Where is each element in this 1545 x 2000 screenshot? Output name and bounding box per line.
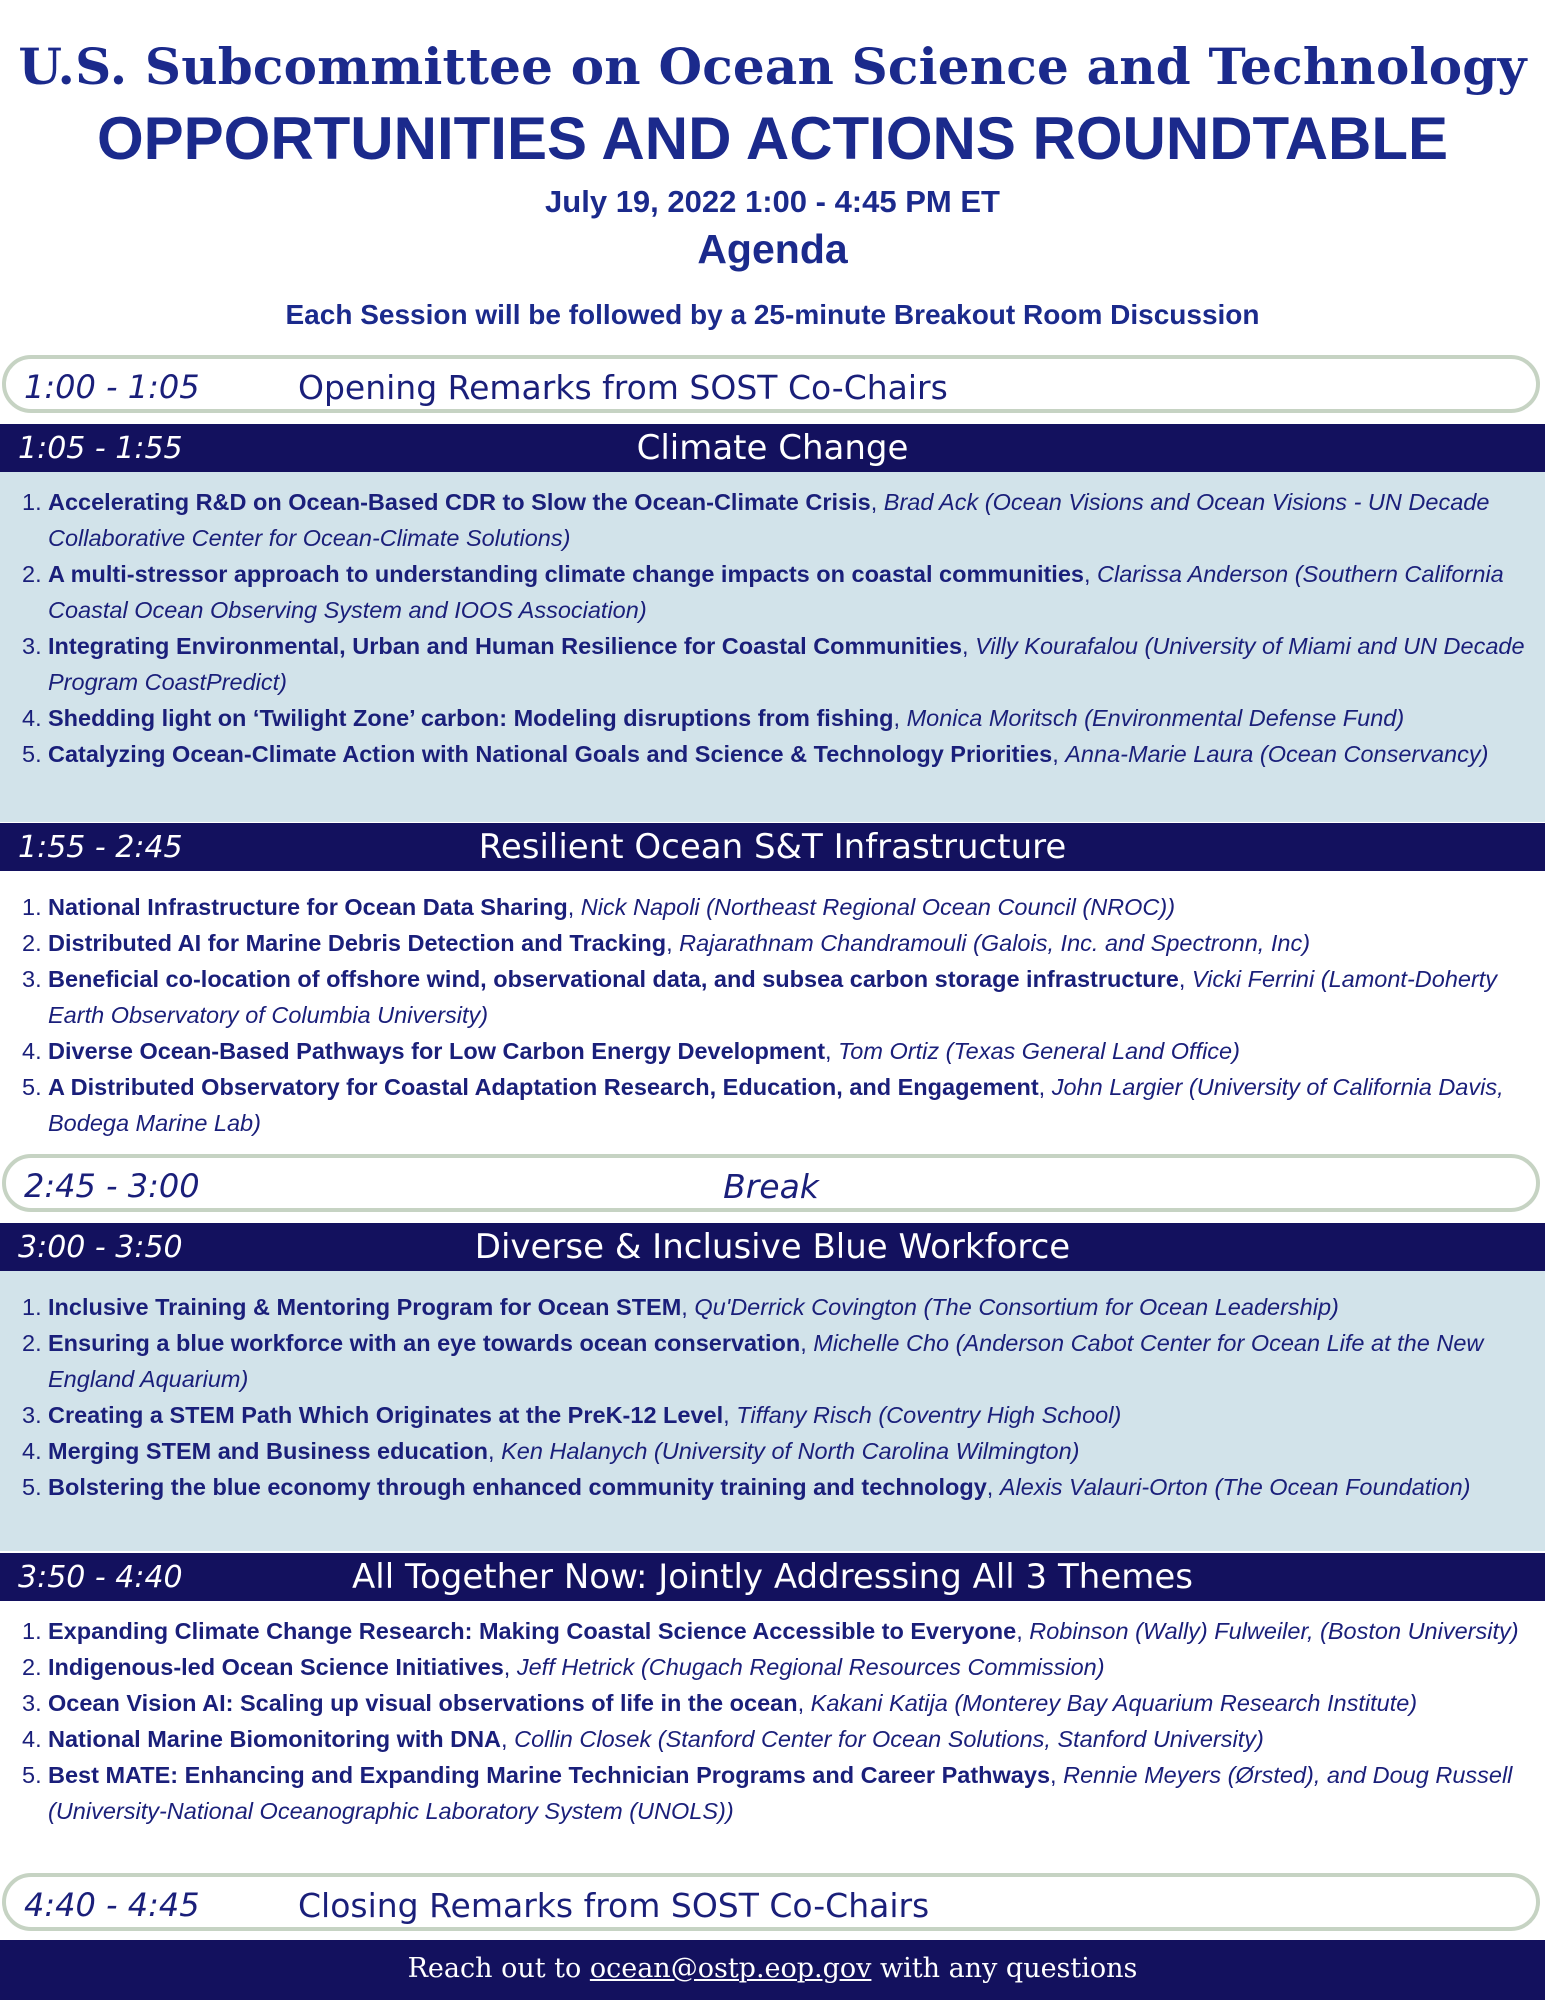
session-item-list [0, 889, 1545, 1141]
session-header-workforce [0, 1223, 1545, 1271]
agenda-heading: Agenda [697, 226, 848, 272]
item-title: Inclusive Training & Mentoring Program for Ocean STEM [48, 1294, 682, 1320]
opening-remarks-row [2, 355, 1540, 413]
agenda-item: 1. National Infrastructure for Ocean Data Sharing, Nick Napoli (Northeast Regional Ocean Council (NROC)) [0, 889, 1545, 925]
item-number: 1. [22, 1294, 42, 1320]
item-number: 2. [22, 1654, 42, 1680]
agenda-item: 2. Ensuring a blue workforce with an eye towards ocean conservation, Michelle Cho (Anderson Cabot Center for Ocean Life at the New England Aquarium) [0, 1325, 1545, 1397]
item-title: Creating a STEM Path Which Originates at the PreK-12 Level [48, 1402, 724, 1428]
agenda-item: 4. Shedding light on ‘Twilight Zone’ carbon: Modeling disruptions from fishing, Monica Moritsch (Environmental Defense Fund) [0, 700, 1545, 736]
agenda-item: 4. National Marine Biomonitoring with DNA, Collin Closek (Stanford Center for Ocean Solutions, Stanford University) [0, 1721, 1545, 1757]
item-title: Shedding light on ‘Twilight Zone’ carbon: Modeling disruptions from fishing [48, 705, 894, 731]
footer-suffix: with any questions [880, 1953, 1138, 1984]
break-row [2, 1154, 1540, 1212]
agenda-item: 2. A multi-stressor approach to understanding climate change impacts on coastal communities, Clarissa Anderson (Southern California Coastal Ocean Observing System and IOOS Association) [0, 556, 1545, 628]
item-number: 1. [22, 489, 42, 515]
item-speaker: Ken Halanych (University of North Carolina Wilmington) [501, 1438, 1080, 1464]
session-time: 3:00 - 3:50 [18, 1230, 183, 1265]
item-number: 2. [22, 561, 42, 587]
item-title: A multi-stressor approach to understanding climate change impacts on coastal communities [48, 561, 1084, 587]
session-item-list [0, 484, 1545, 772]
session-time: 3:50 - 4:40 [18, 1560, 183, 1595]
item-title: Beneficial co-location of offshore wind, observational data, and subsea carbon storage infrastructure [48, 966, 1179, 992]
closing-label: Closing Remarks from SOST Co-Chairs [298, 1886, 930, 1925]
item-title: Ocean Vision AI: Scaling up visual observations of life in the ocean [48, 1690, 798, 1716]
item-speaker: Kakani Katija (Monterey Bay Aquarium Research Institute) [810, 1690, 1418, 1716]
item-number: 4. [22, 705, 42, 731]
session-header-climate-change [0, 424, 1545, 472]
session-title: Diverse & Inclusive Blue Workforce [474, 1227, 1071, 1267]
agenda-item: 2. Distributed AI for Marine Debris Detection and Tracking, Rajarathnam Chandramouli (Galois, Inc. and Spectronn, Inc) [0, 925, 1545, 961]
item-title: Indigenous-led Ocean Science Initiatives [48, 1654, 504, 1680]
item-speaker: Vicki Ferrini (Lamont-Doherty Earth Observatory of Columbia University) [48, 966, 1498, 1028]
item-speaker: Tiffany Risch (Coventry High School) [736, 1402, 1122, 1428]
item-speaker: Monica Moritsch (Environmental Defense Fund) [906, 705, 1405, 731]
break-label: Break [723, 1167, 819, 1206]
closing-remarks-row [2, 1873, 1540, 1931]
session-time: 1:55 - 2:45 [18, 830, 183, 865]
page-subtitle: OPPORTUNITIES AND ACTIONS ROUNDTABLE [96, 105, 1449, 172]
item-number: 5. [22, 1074, 42, 1100]
item-number: 2. [22, 1330, 42, 1356]
agenda-item: 1. Inclusive Training & Mentoring Program for Ocean STEM, Qu'Derrick Covington (The Consortium for Ocean Leadership) [0, 1289, 1545, 1325]
item-speaker: Tom Ortiz (Texas General Land Office) [838, 1038, 1240, 1064]
item-title: National Marine Biomonitoring with DNA [48, 1726, 502, 1752]
item-title: Best MATE: Enhancing and Expanding Marine Technician Programs and Career Pathways [48, 1762, 1051, 1788]
item-title: Expanding Climate Change Research: Making Coastal Science Accessible to Everyone [48, 1618, 1017, 1644]
item-title: Accelerating R&D on Ocean-Based CDR to Slow the Ocean-Climate Crisis [48, 489, 871, 515]
page-title: U.S. Subcommittee on Ocean Science and Technology [18, 37, 1527, 96]
item-speaker: Anna-Marie Laura (Ocean Conservancy) [1065, 741, 1489, 767]
opening-label: Opening Remarks from SOST Co-Chairs [298, 368, 948, 407]
agenda-item: 2. Indigenous-led Ocean Science Initiatives, Jeff Hetrick (Chugach Regional Resources Commission) [0, 1649, 1545, 1685]
break-time: 2:45 - 3:00 [24, 1167, 200, 1205]
item-title: Integrating Environmental, Urban and Human Resilience for Coastal Communities [48, 633, 963, 659]
item-number: 1. [22, 894, 42, 920]
item-number: 1. [22, 1618, 42, 1644]
header [0, 0, 1545, 334]
agenda-item: 3. Ocean Vision AI: Scaling up visual observations of life in the ocean, Kakani Katija (Monterey Bay Aquarium Research Institute) [0, 1685, 1545, 1721]
item-number: 3. [22, 1402, 42, 1428]
item-speaker: Alexis Valauri-Orton (The Ocean Foundation) [999, 1474, 1471, 1500]
session-item-list [0, 1289, 1545, 1505]
item-speaker: Robinson (Wally) Fulweiler, (Boston University) [1029, 1618, 1519, 1644]
session-title: All Together Now: Jointly Addressing All 3 Themes [352, 1557, 1193, 1597]
item-title: Merging STEM and Business education [48, 1438, 489, 1464]
session-time: 1:05 - 1:55 [18, 431, 183, 466]
closing-time: 4:40 - 4:45 [24, 1886, 200, 1924]
item-number: 5. [22, 1474, 42, 1500]
item-speaker: Rajarathnam Chandramouli (Galois, Inc. and Spectronn, Inc) [679, 930, 1311, 956]
item-speaker: Clarissa Anderson (Southern California Coastal Ocean Observing System and IOOS Association) [48, 561, 1504, 623]
item-title: Distributed AI for Marine Debris Detection and Tracking [48, 930, 667, 956]
session-header-infrastructure [0, 823, 1545, 871]
item-speaker: Jeff Hetrick (Chugach Regional Resources Commission) [516, 1654, 1105, 1680]
agenda-item: 1. Accelerating R&D on Ocean-Based CDR to Slow the Ocean-Climate Crisis, Brad Ack (Ocean Visions and Ocean Visions - UN Decade Collaborative Center for Ocean-Climate Solutions) [0, 484, 1545, 556]
item-title: Bolstering the blue economy through enhanced community training and technology [48, 1474, 987, 1500]
item-number: 3. [22, 966, 42, 992]
agenda-item: 4. Merging STEM and Business education, Ken Halanych (University of North Carolina Wilmington) [0, 1433, 1545, 1469]
item-title: Catalyzing Ocean-Climate Action with National Goals and Science & Technology Priorities [48, 741, 1053, 767]
agenda-item: 5. Bolstering the blue economy through enhanced community training and technology, Alexis Valauri-Orton (The Ocean Foundation) [0, 1469, 1545, 1505]
agenda-item: 3. Beneficial co-location of offshore wind, observational data, and subsea carbon storage infrastructure, Vicki Ferrini (Lamont-Doherty Earth Observatory of Columbia University) [0, 961, 1545, 1033]
opening-time: 1:00 - 1:05 [24, 368, 200, 406]
item-number: 4. [22, 1038, 42, 1064]
session-title: Climate Change [636, 428, 909, 468]
agenda-item: 3. Creating a STEM Path Which Originates at the PreK-12 Level, Tiffany Risch (Coventry High School) [0, 1397, 1545, 1433]
item-speaker: John Largier (University of California Davis, Bodega Marine Lab) [48, 1074, 1504, 1136]
item-title: National Infrastructure for Ocean Data Sharing [48, 894, 568, 920]
item-number: 2. [22, 930, 42, 956]
event-date: July 19, 2022 1:00 - 4:45 PM ET [545, 184, 1000, 219]
item-number: 4. [22, 1726, 42, 1752]
agenda-item: 5. Best MATE: Enhancing and Expanding Marine Technician Programs and Career Pathways, Rennie Meyers (Ørsted), and Doug Russell (University-National Oceanographic Laboratory System (UNOLS)) [0, 1757, 1545, 1829]
item-title: Diverse Ocean-Based Pathways for Low Carbon Energy Development [48, 1038, 826, 1064]
session-title: Resilient Ocean S&T Infrastructure [478, 827, 1067, 867]
item-title: A Distributed Observatory for Coastal Adaptation Research, Education, and Engagement [48, 1074, 1039, 1100]
session-item-list [0, 1613, 1545, 1829]
agenda-item: 3. Integrating Environmental, Urban and Human Resilience for Coastal Communities, Villy Kourafalou (University of Miami and UN Decade Program CoastPredict) [0, 628, 1545, 700]
agenda-item: 5. A Distributed Observatory for Coastal Adaptation Research, Education, and Engagement, John Largier (University of California Davis, Bodega Marine Lab) [0, 1069, 1545, 1141]
session-panel-workforce [0, 1271, 1545, 1551]
item-title: Ensuring a blue workforce with an eye towards ocean conservation [48, 1330, 801, 1356]
item-speaker: Brad Ack (Ocean Visions and Ocean Visions - UN Decade Collaborative Center for Ocean-Climate Solutions) [48, 489, 1490, 551]
footer-prefix: Reach out to [407, 1953, 582, 1984]
contact-email-link[interactable]: ocean@ostp.eop.gov [589, 1953, 872, 1984]
item-number: 5. [22, 741, 42, 767]
breakout-note: Each Session will be followed by a 25-minute Breakout Room Discussion [285, 299, 1260, 330]
item-number: 5. [22, 1762, 42, 1788]
item-number: 4. [22, 1438, 42, 1464]
session-panel-all-together [0, 1601, 1545, 1871]
item-speaker: Michelle Cho (Anderson Cabot Center for Ocean Life at the New England Aquarium) [48, 1330, 1484, 1392]
item-number: 3. [22, 1690, 42, 1716]
agenda-item: 1. Expanding Climate Change Research: Making Coastal Science Accessible to Everyone, Robinson (Wally) Fulweiler, (Boston University) [0, 1613, 1545, 1649]
session-header-all-together [0, 1553, 1545, 1601]
item-speaker: Villy Kourafalou (University of Miami and UN Decade Program CoastPredict) [48, 633, 1525, 695]
session-panel-climate-change [0, 472, 1545, 822]
agenda-item: 4. Diverse Ocean-Based Pathways for Low Carbon Energy Development, Tom Ortiz (Texas General Land Office) [0, 1033, 1545, 1069]
agenda-item: 5. Catalyzing Ocean-Climate Action with National Goals and Science & Technology Priorities, Anna-Marie Laura (Ocean Conservancy) [0, 736, 1545, 772]
item-speaker: Qu'Derrick Covington (The Consortium for Ocean Leadership) [694, 1294, 1339, 1320]
item-speaker: Collin Closek (Stanford Center for Ocean Solutions, Stanford University) [514, 1726, 1264, 1752]
contact-footer [0, 1940, 1545, 2000]
item-speaker: Rennie Meyers (Ørsted), and Doug Russell (University-National Oceanographic Laboratory System (UNOLS)) [48, 1762, 1513, 1824]
item-speaker: Nick Napoli (Northeast Regional Ocean Council (NROC)) [580, 894, 1176, 920]
item-number: 3. [22, 633, 42, 659]
session-panel-infrastructure [0, 871, 1545, 1151]
